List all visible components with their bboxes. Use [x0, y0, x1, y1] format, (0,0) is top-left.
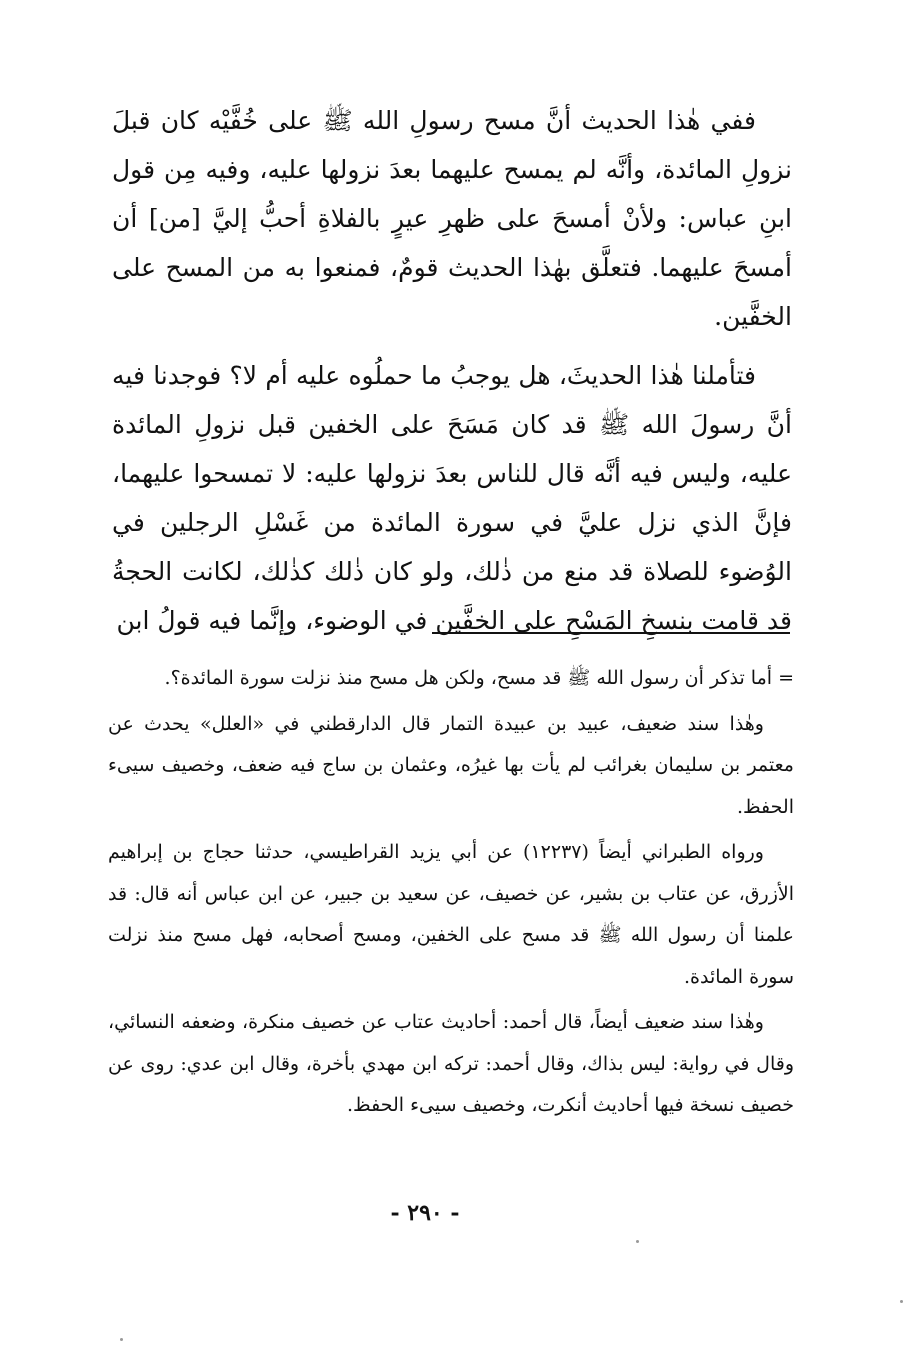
footnote-paragraph-2: ورواه الطبراني أيضاً (١٢٢٣٧) عن أبي يزيد القراطيسي، حدثنا حجاج بن إبراهيم الأزرق، عن عتاب بن بشير، عن خصيف، عن سعيد بن جبير، عن ابن عباس أنه قال: قد علمنا أن رسول الله ﷺ قد مسح على الخفين، ومسح أصحابه، فهل مسح منذ نزلت سورة المائدة. [108, 841, 794, 988]
scan-speck [900, 1300, 903, 1303]
footnote-divider [432, 632, 790, 634]
footnotes-section [108, 658, 794, 1131]
page-number: - ٢٩٠ - [390, 1200, 460, 1226]
footnote-continuation: = أما تذكر أن رسول الله ﷺ قد مسح، ولكن هل مسح منذ نزلت سورة المائدة؟. [164, 667, 794, 689]
scan-speck [120, 1338, 123, 1341]
main-paragraph-1: ففي هٰذا الحديث أنَّ مسح رسولِ الله ﷺ على خُفَّيْه كان قبلَ نزولِ المائدة، وأنَّه لم يمسح عليهما بعدَ نزولها عليه، وفيه مِن قول ابنِ عباس: ولأنْ أمسحَ على ظهرِ عيرٍ بالفلاةِ أحبُّ إليَّ [من] أن أمسحَ عليهما. فتعلَّق بهٰذا الحديث قومٌ، فمنعوا به من المسح على الخفَّين. [112, 106, 792, 331]
main-text-body [112, 96, 792, 655]
footnote-paragraph-1: وهٰذا سند ضعيف، عبيد بن عبيدة التمار قال الدارقطني في «العلل» يحدث عن معتمر بن سليمان بغرائب لم يأت بها غيرُه، وعثمان بن ساج فيه ضعف، وخصيف سيىء الحفظ. [108, 712, 794, 818]
main-paragraph-2: فتأملنا هٰذا الحديثَ، هل يوجبُ ما حملُوه عليه أم لا؟ فوجدنا فيه أنَّ رسولَ الله ﷺ قد كان مَسَحَ على الخفين قبل نزولِ المائدة عليه، وليس فيه أنَّه قال للناس بعدَ نزولها عليه: لا تمسحوا عليهما، فإنَّ الذي نزل عليَّ في سورة المائدة من غَسْلِ الرجلين في الوُضوء للصلاة قد منع من ذٰلك، ولو كان ذٰلك كذٰلك، لكانت الحجةُ قد قامت بنسخِ المَسْحِ على الخفَّين في الوضوء، وإنَّما فيه قولُ ابن [112, 361, 792, 635]
scan-speck [636, 1240, 639, 1243]
footnote-paragraph-3: وهٰذا سند ضعيف أيضاً، قال أحمد: أحاديث عتاب عن خصيف منكرة، وضعفه النسائي، وقال في رواية: ليس بذاك، وقال أحمد: تركه ابن مهدي بأخرة، وقال ابن عدي: روى عن خصيف نسخة فيها أحاديث أنكرت، وخصيف سيىء الحفظ. [108, 1011, 795, 1116]
